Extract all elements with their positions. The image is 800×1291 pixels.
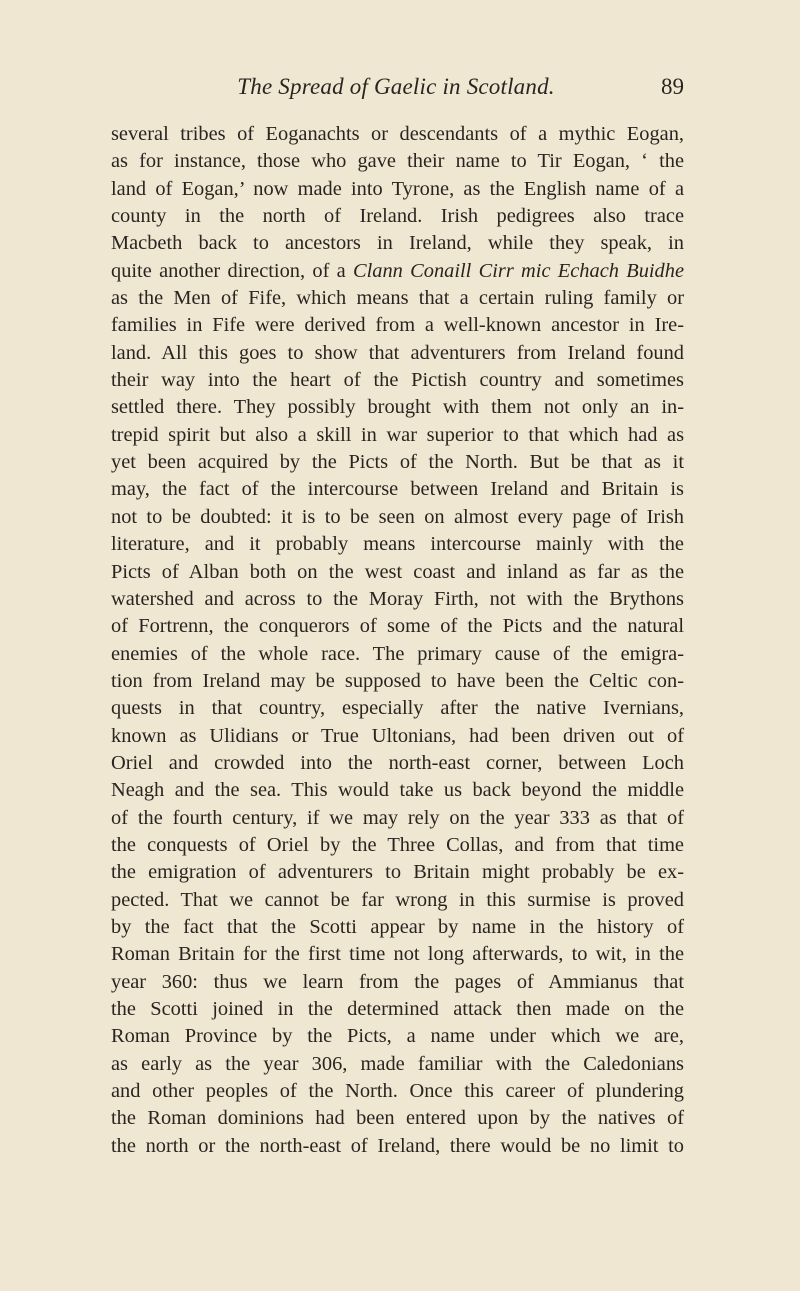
text-line: trepid spirit but also a skill in war superior to that which had as	[111, 423, 684, 446]
text-line: the north or the north-east of Ireland, there would be no limit to	[111, 1134, 684, 1157]
italic-phrase: Clann Conaill Cirr mic Echach Buidhe	[353, 259, 684, 282]
text-line: Oriel and crowded into the north-east corner, between Loch	[111, 751, 684, 774]
text-line: and other peoples of the North. Once this career of plundering	[111, 1080, 684, 1103]
text-line: their way into the heart of the Pictish country and sometimes	[111, 369, 684, 392]
text-line: as the Men of Fife, which means that a certain ruling family or	[111, 287, 684, 310]
text-line: the Roman dominions had been entered upon by the natives of	[111, 1107, 684, 1130]
text-line: the emigration of adventurers to Britain might probably be ex-	[111, 861, 684, 884]
text-line: enemies of the whole race. The primary cause of the emigra-	[111, 642, 684, 665]
text-line: by the fact that the Scotti appear by name in the history of	[111, 915, 684, 938]
text-line: as for instance, those who gave their name to Tir Eogan, ‘ the	[111, 150, 684, 173]
text-line: Roman Britain for the first time not long afterwards, to wit, in the	[111, 943, 684, 966]
text-line: yet been acquired by the Picts of the North. But be that as it	[111, 451, 684, 474]
text-line: Roman Province by the Picts, a name under which we are,	[111, 1025, 684, 1048]
text-line: quite another direction, of a Clann Conaill Cirr mic Echach Buidhe	[111, 259, 684, 282]
text-line: settled there. They possibly brought with them not only an in-	[111, 396, 684, 419]
text-line: year 360: thus we learn from the pages of Ammianus that	[111, 970, 684, 993]
text-line: Picts of Alban both on the west coast and inland as far as the	[111, 560, 684, 583]
text-line: tion from Ireland may be supposed to have been the Celtic con-	[111, 669, 684, 692]
text-line: the conquests of Oriel by the Three Collas, and from that time	[111, 833, 684, 856]
text-line: quests in that country, especially after the native Ivernians,	[111, 697, 684, 720]
text-line: families in Fife were derived from a well-known ancestor in Ire-	[111, 314, 684, 337]
page-header	[108, 72, 684, 102]
text-line: of Fortrenn, the conquerors of some of the Picts and the natural	[111, 615, 684, 638]
page-number: 89	[661, 74, 684, 99]
text-line: several tribes of Eoganachts or descendants of a mythic Eogan,	[111, 123, 684, 145]
text-line: pected. That we cannot be far wrong in this surmise is proved	[111, 888, 684, 911]
text-line: as early as the year 306, made familiar with the Caledonians	[111, 1052, 684, 1075]
text-line: of the fourth century, if we may rely on the year 333 as that of	[111, 806, 684, 829]
body-text	[111, 121, 684, 1160]
text-line: known as Ulidians or True Ultonians, had been driven out of	[111, 724, 684, 747]
text-line: Macbeth back to ancestors in Ireland, while they speak, in	[111, 232, 684, 255]
text-line: may, the fact of the intercourse between Ireland and Britain is	[111, 478, 684, 501]
text-line: land of Eogan,’ now made into Tyrone, as the English name of a	[111, 177, 684, 200]
text-line: land. All this goes to show that adventurers from Ireland found	[111, 341, 684, 364]
text-line: county in the north of Ireland. Irish pedigrees also trace	[111, 205, 684, 228]
text-line: literature, and it probably means intercourse mainly with the	[111, 533, 684, 556]
text-line: Neagh and the sea. This would take us back beyond the middle	[111, 779, 684, 802]
text-line: not to be doubted: it is to be seen on almost every page of Irish	[111, 505, 684, 528]
text-line: the Scotti joined in the determined attack then made on the	[111, 998, 684, 1020]
running-title: The Spread of Gaelic in Scotland.	[237, 74, 555, 99]
text-line: watershed and across to the Moray Firth, not with the Brythons	[111, 587, 684, 610]
